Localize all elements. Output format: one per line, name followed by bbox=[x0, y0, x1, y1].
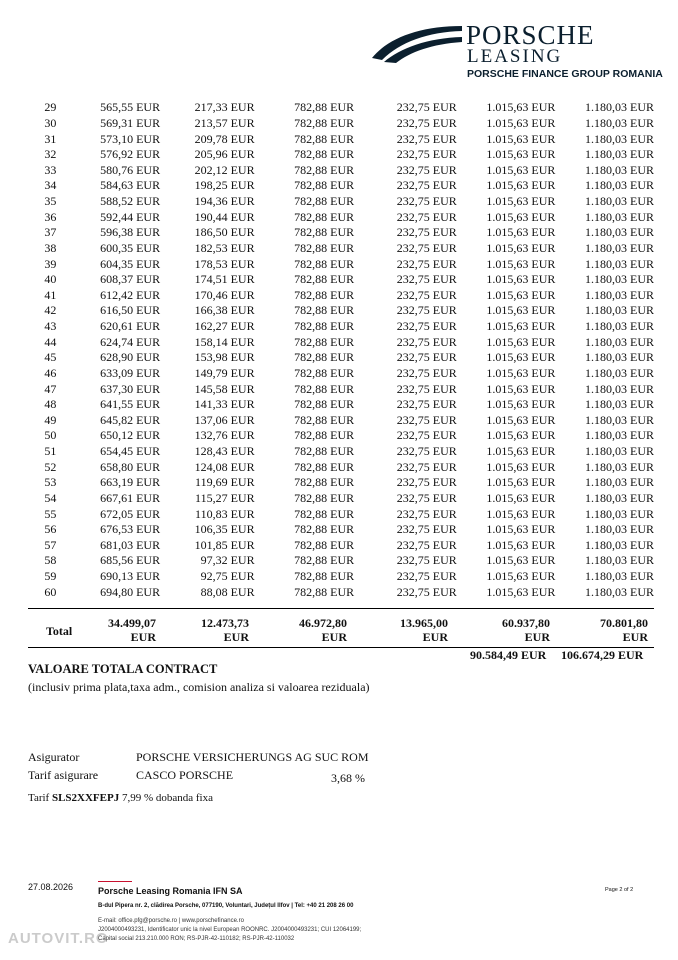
schedule-row bbox=[28, 475, 654, 491]
schedule-row bbox=[28, 506, 654, 522]
schedule-cell: 1.015,63 EUR bbox=[486, 584, 556, 599]
schedule-cell: 1.015,63 EUR bbox=[486, 444, 556, 459]
schedule-row bbox=[28, 397, 654, 413]
installment-number: 32 bbox=[44, 147, 57, 162]
schedule-cell: 1.015,63 EUR bbox=[486, 397, 556, 412]
schedule-cell: 782,88 EUR bbox=[294, 490, 355, 505]
schedule-cell: 782,88 EUR bbox=[294, 272, 355, 287]
installment-number: 51 bbox=[44, 444, 57, 459]
schedule-cell: 565,55 EUR bbox=[100, 100, 161, 115]
installment-number: 54 bbox=[44, 490, 57, 505]
schedule-cell: 232,75 EUR bbox=[396, 162, 457, 177]
schedule-cell: 782,88 EUR bbox=[294, 350, 355, 365]
schedule-cell: 124,08 EUR bbox=[194, 459, 255, 474]
schedule-cell: 232,75 EUR bbox=[396, 319, 457, 334]
installment-number: 45 bbox=[44, 350, 57, 365]
schedule-cell: 608,37 EUR bbox=[100, 272, 161, 287]
schedule-cell: 92,75 EUR bbox=[200, 569, 255, 584]
schedule-cell: 162,27 EUR bbox=[194, 319, 255, 334]
installment-number: 50 bbox=[44, 428, 57, 443]
schedule-cell: 106,35 EUR bbox=[194, 522, 255, 537]
schedule-cell: 1.180,03 EUR bbox=[585, 240, 654, 255]
schedule-cell: 782,88 EUR bbox=[294, 475, 355, 490]
schedule-cell: 88,08 EUR bbox=[200, 584, 255, 599]
schedule-cell: 1.180,03 EUR bbox=[585, 147, 654, 162]
schedule-row bbox=[28, 444, 654, 460]
schedule-cell: 1.015,63 EUR bbox=[486, 272, 556, 287]
schedule-row bbox=[28, 194, 654, 210]
schedule-cell: 1.180,03 EUR bbox=[585, 287, 654, 302]
schedule-cell: 694,80 EUR bbox=[100, 584, 161, 599]
installment-number: 34 bbox=[44, 178, 57, 193]
schedule-row bbox=[28, 303, 654, 319]
schedule-cell: 782,88 EUR bbox=[294, 303, 355, 318]
schedule-cell: 1.180,03 EUR bbox=[585, 303, 654, 318]
schedule-cell: 232,75 EUR bbox=[396, 537, 457, 552]
schedule-cell: 782,88 EUR bbox=[294, 209, 355, 224]
grand-total-1: 90.584,49 EUR bbox=[470, 648, 547, 662]
schedule-cell: 1.015,63 EUR bbox=[486, 412, 556, 427]
schedule-cell: 1.015,63 EUR bbox=[486, 115, 556, 130]
schedule-cell: 633,09 EUR bbox=[100, 365, 161, 380]
schedule-cell: 588,52 EUR bbox=[100, 194, 161, 209]
schedule-row bbox=[28, 288, 654, 304]
schedule-cell: 1.015,63 EUR bbox=[486, 240, 556, 255]
installment-number: 59 bbox=[44, 569, 57, 584]
schedule-cell: 1.015,63 EUR bbox=[486, 209, 556, 224]
schedule-cell: 1.180,03 EUR bbox=[585, 162, 654, 177]
installment-number: 44 bbox=[44, 334, 57, 349]
installment-number: 48 bbox=[44, 397, 57, 412]
schedule-cell: 573,10 EUR bbox=[100, 131, 161, 146]
schedule-cell: 1.015,63 EUR bbox=[486, 194, 556, 209]
schedule-cell: 782,88 EUR bbox=[294, 553, 355, 568]
schedule-cell: 782,88 EUR bbox=[294, 537, 355, 552]
schedule-row bbox=[28, 366, 654, 382]
schedule-row bbox=[28, 569, 654, 585]
footer-date: 27.08.2026 bbox=[28, 882, 74, 892]
tarif-code: SLS2XXFEPJ bbox=[51, 792, 120, 804]
footer-address: B-dul Pipera nr. 2, clădirea Porsche, 077190, Voluntari, Județul Ilfov | Tel: +40 21 208 26 00 bbox=[98, 903, 354, 909]
schedule-cell: 624,74 EUR bbox=[100, 334, 161, 349]
installment-number: 60 bbox=[44, 584, 57, 599]
total-interest: 12.473,73 EUR bbox=[201, 616, 249, 644]
schedule-cell: 217,33 EUR bbox=[194, 100, 255, 115]
tariff-rate: 3,68 % bbox=[331, 771, 365, 785]
schedule-cell: 782,88 EUR bbox=[294, 115, 355, 130]
schedule-cell: 604,35 EUR bbox=[100, 256, 161, 271]
schedule-cell: 1.015,63 EUR bbox=[486, 334, 556, 349]
schedule-cell: 612,42 EUR bbox=[100, 287, 161, 302]
schedule-cell: 1.015,63 EUR bbox=[486, 537, 556, 552]
installment-number: 57 bbox=[44, 537, 57, 552]
schedule-cell: 145,58 EUR bbox=[194, 381, 255, 396]
schedule-cell: 232,75 EUR bbox=[396, 459, 457, 474]
installment-number: 37 bbox=[44, 225, 57, 240]
brand-finance-group: PORSCHE FINANCE GROUP ROMANIA bbox=[467, 68, 663, 80]
schedule-cell: 782,88 EUR bbox=[294, 225, 355, 240]
schedule-row bbox=[28, 131, 654, 147]
insurer-label: Asigurator bbox=[28, 750, 80, 764]
porsche-leasing-logo bbox=[370, 18, 670, 84]
footer-company: Porsche Leasing Romania IFN SA bbox=[98, 886, 243, 896]
footer-contact: E-mail: office.pfg@porsche.ro | www.porschefinance.ro bbox=[98, 918, 244, 924]
schedule-cell: 149,79 EUR bbox=[194, 365, 255, 380]
schedule-cell: 667,61 EUR bbox=[100, 490, 161, 505]
installment-number: 36 bbox=[44, 209, 57, 224]
schedule-cell: 600,35 EUR bbox=[100, 240, 161, 255]
schedule-cell: 232,75 EUR bbox=[396, 256, 457, 271]
installment-number: 29 bbox=[44, 100, 57, 115]
schedule-cell: 690,13 EUR bbox=[100, 569, 161, 584]
schedule-cell: 1.015,63 EUR bbox=[486, 162, 556, 177]
schedule-cell: 782,88 EUR bbox=[294, 334, 355, 349]
schedule-cell: 1.180,03 EUR bbox=[585, 225, 654, 240]
schedule-cell: 232,75 EUR bbox=[396, 506, 457, 521]
schedule-row bbox=[28, 584, 654, 600]
schedule-cell: 1.180,03 EUR bbox=[585, 553, 654, 568]
schedule-cell: 676,53 EUR bbox=[100, 522, 161, 537]
schedule-cell: 782,88 EUR bbox=[294, 397, 355, 412]
schedule-cell: 1.180,03 EUR bbox=[585, 334, 654, 349]
schedule-cell: 663,19 EUR bbox=[100, 475, 161, 490]
schedule-cell: 182,53 EUR bbox=[194, 240, 255, 255]
schedule-cell: 232,75 EUR bbox=[396, 209, 457, 224]
schedule-cell: 616,50 EUR bbox=[100, 303, 161, 318]
schedule-cell: 232,75 EUR bbox=[396, 412, 457, 427]
installment-number: 52 bbox=[44, 459, 57, 474]
schedule-cell: 782,88 EUR bbox=[294, 506, 355, 521]
installment-number: 53 bbox=[44, 475, 57, 490]
schedule-cell: 232,75 EUR bbox=[396, 100, 457, 115]
schedule-cell: 782,88 EUR bbox=[294, 162, 355, 177]
schedule-cell: 166,38 EUR bbox=[194, 303, 255, 318]
schedule-cell: 596,38 EUR bbox=[100, 225, 161, 240]
schedule-row bbox=[28, 334, 654, 350]
schedule-cell: 782,88 EUR bbox=[294, 569, 355, 584]
schedule-cell: 1.180,03 EUR bbox=[585, 194, 654, 209]
installment-number: 55 bbox=[44, 506, 57, 521]
schedule-cell: 782,88 EUR bbox=[294, 584, 355, 599]
schedule-cell: 232,75 EUR bbox=[396, 115, 457, 130]
total-with-insurance: 70.801,80 EUR bbox=[600, 616, 648, 644]
schedule-cell: 1.180,03 EUR bbox=[585, 272, 654, 287]
schedule-row bbox=[28, 272, 654, 288]
schedule-cell: 186,50 EUR bbox=[194, 225, 255, 240]
schedule-cell: 128,43 EUR bbox=[194, 444, 255, 459]
schedule-cell: 1.180,03 EUR bbox=[585, 209, 654, 224]
schedule-cell: 209,78 EUR bbox=[194, 131, 255, 146]
schedule-cell: 1.180,03 EUR bbox=[585, 522, 654, 537]
schedule-cell: 1.015,63 EUR bbox=[486, 256, 556, 271]
schedule-cell: 782,88 EUR bbox=[294, 319, 355, 334]
schedule-cell: 681,03 EUR bbox=[100, 537, 161, 552]
installment-number: 39 bbox=[44, 256, 57, 271]
schedule-row bbox=[28, 163, 654, 179]
schedule-cell: 1.015,63 EUR bbox=[486, 428, 556, 443]
schedule-cell: 782,88 EUR bbox=[294, 287, 355, 302]
schedule-row bbox=[28, 116, 654, 132]
schedule-cell: 1.015,63 EUR bbox=[486, 303, 556, 318]
schedule-cell: 628,90 EUR bbox=[100, 350, 161, 365]
tariff-value: CASCO PORSCHE bbox=[136, 768, 234, 782]
installment-number: 41 bbox=[44, 287, 57, 302]
schedule-body bbox=[28, 100, 654, 600]
schedule-cell: 213,57 EUR bbox=[194, 115, 255, 130]
schedule-cell: 1.015,63 EUR bbox=[486, 100, 556, 115]
schedule-cell: 650,12 EUR bbox=[100, 428, 161, 443]
schedule-cell: 194,36 EUR bbox=[194, 194, 255, 209]
schedule-cell: 658,80 EUR bbox=[100, 459, 161, 474]
schedule-cell: 782,88 EUR bbox=[294, 381, 355, 396]
schedule-cell: 672,05 EUR bbox=[100, 506, 161, 521]
schedule-cell: 654,45 EUR bbox=[100, 444, 161, 459]
schedule-cell: 1.180,03 EUR bbox=[585, 490, 654, 505]
schedule-cell: 1.180,03 EUR bbox=[585, 584, 654, 599]
installment-number: 58 bbox=[44, 553, 57, 568]
schedule-cell: 232,75 EUR bbox=[396, 475, 457, 490]
schedule-row bbox=[28, 209, 654, 225]
schedule-cell: 1.180,03 EUR bbox=[585, 256, 654, 271]
schedule-cell: 637,30 EUR bbox=[100, 381, 161, 396]
schedule-cell: 1.015,63 EUR bbox=[486, 225, 556, 240]
brand-porsche: PORSCHE bbox=[466, 20, 595, 50]
schedule-cell: 782,88 EUR bbox=[294, 365, 355, 380]
schedule-cell: 569,31 EUR bbox=[100, 115, 161, 130]
schedule-row bbox=[28, 241, 654, 257]
schedule-cell: 232,75 EUR bbox=[396, 490, 457, 505]
schedule-cell: 158,14 EUR bbox=[194, 334, 255, 349]
schedule-cell: 232,75 EUR bbox=[396, 569, 457, 584]
footer-capital: Capital social 213.210.000 RON; RS-PJR-42-110182; RS-PJR-42-110032 bbox=[98, 936, 295, 942]
schedule-cell: 141,33 EUR bbox=[194, 397, 255, 412]
schedule-cell: 232,75 EUR bbox=[396, 194, 457, 209]
schedule-cell: 782,88 EUR bbox=[294, 194, 355, 209]
schedule-cell: 1.180,03 EUR bbox=[585, 350, 654, 365]
schedule-cell: 782,88 EUR bbox=[294, 240, 355, 255]
schedule-cell: 110,83 EUR bbox=[195, 506, 255, 521]
watermark-text: AUTOVIT.RO bbox=[8, 930, 109, 947]
schedule-cell: 232,75 EUR bbox=[396, 522, 457, 537]
schedule-cell: 232,75 EUR bbox=[396, 584, 457, 599]
schedule-row bbox=[28, 350, 654, 366]
schedule-cell: 232,75 EUR bbox=[396, 381, 457, 396]
schedule-cell: 645,82 EUR bbox=[100, 412, 161, 427]
schedule-cell: 1.180,03 EUR bbox=[585, 537, 654, 552]
schedule-cell: 232,75 EUR bbox=[396, 287, 457, 302]
schedule-cell: 205,96 EUR bbox=[194, 147, 255, 162]
schedule-cell: 782,88 EUR bbox=[294, 131, 355, 146]
schedule-cell: 198,25 EUR bbox=[194, 178, 255, 193]
contract-total-subtitle: (inclusiv prima plata,taxa adm., comision analiza si valoarea reziduala) bbox=[28, 680, 370, 694]
schedule-cell: 1.180,03 EUR bbox=[585, 178, 654, 193]
schedule-cell: 782,88 EUR bbox=[294, 100, 355, 115]
schedule-row bbox=[28, 225, 654, 241]
schedule-row bbox=[28, 381, 654, 397]
schedule-cell: 1.180,03 EUR bbox=[585, 475, 654, 490]
schedule-cell: 1.015,63 EUR bbox=[486, 350, 556, 365]
schedule-cell: 232,75 EUR bbox=[396, 428, 457, 443]
installment-number: 47 bbox=[44, 381, 57, 396]
contract-total-title: VALOARE TOTALA CONTRACT bbox=[28, 662, 218, 676]
schedule-cell: 115,27 EUR bbox=[195, 490, 255, 505]
installment-number: 56 bbox=[44, 522, 57, 537]
schedule-cell: 620,61 EUR bbox=[100, 319, 161, 334]
schedule-cell: 119,69 EUR bbox=[195, 475, 255, 490]
installment-number: 42 bbox=[44, 303, 57, 318]
schedule-cell: 178,53 EUR bbox=[194, 256, 255, 271]
footer-accent-rule bbox=[98, 881, 132, 882]
schedule-cell: 1.180,03 EUR bbox=[585, 428, 654, 443]
logo-swoosh-icon bbox=[370, 20, 465, 64]
schedule-cell: 782,88 EUR bbox=[294, 428, 355, 443]
schedule-cell: 1.015,63 EUR bbox=[486, 131, 556, 146]
schedule-cell: 1.180,03 EUR bbox=[585, 444, 654, 459]
schedule-cell: 1.015,63 EUR bbox=[486, 178, 556, 193]
installment-number: 33 bbox=[44, 162, 57, 177]
schedule-cell: 1.015,63 EUR bbox=[486, 522, 556, 537]
schedule-cell: 1.015,63 EUR bbox=[486, 287, 556, 302]
schedule-cell: 592,44 EUR bbox=[100, 209, 161, 224]
schedule-cell: 1.015,63 EUR bbox=[486, 490, 556, 505]
schedule-row bbox=[28, 147, 654, 163]
schedule-cell: 232,75 EUR bbox=[396, 350, 457, 365]
schedule-row bbox=[28, 256, 654, 272]
schedule-cell: 1.015,63 EUR bbox=[486, 506, 556, 521]
schedule-cell: 1.015,63 EUR bbox=[486, 569, 556, 584]
schedule-cell: 132,76 EUR bbox=[194, 428, 255, 443]
schedule-cell: 1.180,03 EUR bbox=[585, 365, 654, 380]
totals-label: Total bbox=[46, 624, 73, 638]
schedule-cell: 232,75 EUR bbox=[396, 178, 457, 193]
schedule-cell: 202,12 EUR bbox=[194, 162, 255, 177]
schedule-cell: 232,75 EUR bbox=[396, 225, 457, 240]
schedule-cell: 782,88 EUR bbox=[294, 522, 355, 537]
schedule-cell: 1.180,03 EUR bbox=[585, 115, 654, 130]
schedule-row bbox=[28, 459, 654, 475]
schedule-cell: 232,75 EUR bbox=[396, 334, 457, 349]
installment-number: 31 bbox=[44, 131, 57, 146]
schedule-cell: 101,85 EUR bbox=[194, 537, 255, 552]
schedule-cell: 1.015,63 EUR bbox=[486, 381, 556, 396]
schedule-cell: 1.015,63 EUR bbox=[486, 475, 556, 490]
schedule-cell: 232,75 EUR bbox=[396, 553, 457, 568]
schedule-cell: 153,98 EUR bbox=[194, 350, 255, 365]
schedule-cell: 584,63 EUR bbox=[100, 178, 161, 193]
schedule-cell: 1.180,03 EUR bbox=[585, 131, 654, 146]
installment-number: 40 bbox=[44, 272, 57, 287]
schedule-row bbox=[28, 100, 654, 116]
schedule-row bbox=[28, 491, 654, 507]
schedule-cell: 782,88 EUR bbox=[294, 444, 355, 459]
schedule-cell: 170,46 EUR bbox=[194, 287, 255, 302]
schedule-cell: 174,51 EUR bbox=[194, 272, 255, 287]
schedule-cell: 782,88 EUR bbox=[294, 412, 355, 427]
schedule-cell: 232,75 EUR bbox=[396, 131, 457, 146]
schedule-cell: 1.180,03 EUR bbox=[585, 412, 654, 427]
schedule-cell: 1.015,63 EUR bbox=[486, 553, 556, 568]
total-with-vat: 60.937,80 EUR bbox=[502, 616, 550, 644]
schedule-cell: 232,75 EUR bbox=[396, 147, 457, 162]
schedule-cell: 576,92 EUR bbox=[100, 147, 161, 162]
tarif-line: Tarif SLS2XXFEPJ 7,99 % dobanda fixa bbox=[28, 792, 213, 804]
schedule-cell: 1.015,63 EUR bbox=[486, 319, 556, 334]
footer-ids: J2004000493231, Identificator unic la nivel European ROONRC. J2004000493231; CUI 12064199; bbox=[98, 927, 362, 933]
schedule-cell: 580,76 EUR bbox=[100, 162, 161, 177]
payment-schedule-table bbox=[28, 100, 654, 600]
schedule-row bbox=[28, 538, 654, 554]
total-principal: 34.499,07 EUR bbox=[108, 616, 156, 644]
schedule-row bbox=[28, 522, 654, 538]
schedule-cell: 685,56 EUR bbox=[100, 553, 161, 568]
schedule-row bbox=[28, 413, 654, 429]
schedule-cell: 641,55 EUR bbox=[100, 397, 161, 412]
installment-number: 46 bbox=[44, 365, 57, 380]
schedule-cell: 1.015,63 EUR bbox=[486, 459, 556, 474]
schedule-cell: 1.180,03 EUR bbox=[585, 100, 654, 115]
insurer-value: PORSCHE VERSICHERUNGS AG SUC ROM bbox=[136, 750, 369, 764]
schedule-cell: 1.180,03 EUR bbox=[585, 459, 654, 474]
schedule-row bbox=[28, 319, 654, 335]
schedule-row bbox=[28, 553, 654, 569]
installment-number: 43 bbox=[44, 319, 57, 334]
footer-page-number: Page 2 of 2 bbox=[605, 887, 634, 893]
total-vat: 13.965,00 EUR bbox=[400, 616, 448, 644]
installment-number: 35 bbox=[44, 194, 57, 209]
schedule-cell: 782,88 EUR bbox=[294, 178, 355, 193]
schedule-cell: 232,75 EUR bbox=[396, 365, 457, 380]
schedule-cell: 1.180,03 EUR bbox=[585, 506, 654, 521]
schedule-cell: 782,88 EUR bbox=[294, 147, 355, 162]
total-installment: 46.972,80 EUR bbox=[299, 616, 347, 644]
schedule-cell: 1.180,03 EUR bbox=[585, 569, 654, 584]
schedule-cell: 190,44 EUR bbox=[194, 209, 255, 224]
installment-number: 49 bbox=[44, 412, 57, 427]
totals-row bbox=[28, 608, 654, 648]
installment-number: 38 bbox=[44, 240, 57, 255]
installment-number: 30 bbox=[44, 115, 57, 130]
schedule-cell: 232,75 EUR bbox=[396, 397, 457, 412]
schedule-cell: 782,88 EUR bbox=[294, 459, 355, 474]
schedule-cell: 232,75 EUR bbox=[396, 444, 457, 459]
schedule-cell: 137,06 EUR bbox=[194, 412, 255, 427]
grand-total-2: 106.674,29 EUR bbox=[561, 648, 644, 662]
schedule-cell: 232,75 EUR bbox=[396, 240, 457, 255]
schedule-cell: 1.180,03 EUR bbox=[585, 319, 654, 334]
schedule-cell: 782,88 EUR bbox=[294, 256, 355, 271]
schedule-cell: 232,75 EUR bbox=[396, 272, 457, 287]
schedule-row bbox=[28, 428, 654, 444]
schedule-cell: 232,75 EUR bbox=[396, 303, 457, 318]
schedule-cell: 97,32 EUR bbox=[200, 553, 255, 568]
schedule-cell: 1.180,03 EUR bbox=[585, 381, 654, 396]
brand-leasing: LEASING bbox=[467, 46, 563, 67]
schedule-cell: 1.015,63 EUR bbox=[486, 365, 556, 380]
schedule-row bbox=[28, 178, 654, 194]
tariff-label: Tarif asigurare bbox=[28, 768, 99, 782]
schedule-cell: 1.180,03 EUR bbox=[585, 397, 654, 412]
schedule-cell: 1.015,63 EUR bbox=[486, 147, 556, 162]
